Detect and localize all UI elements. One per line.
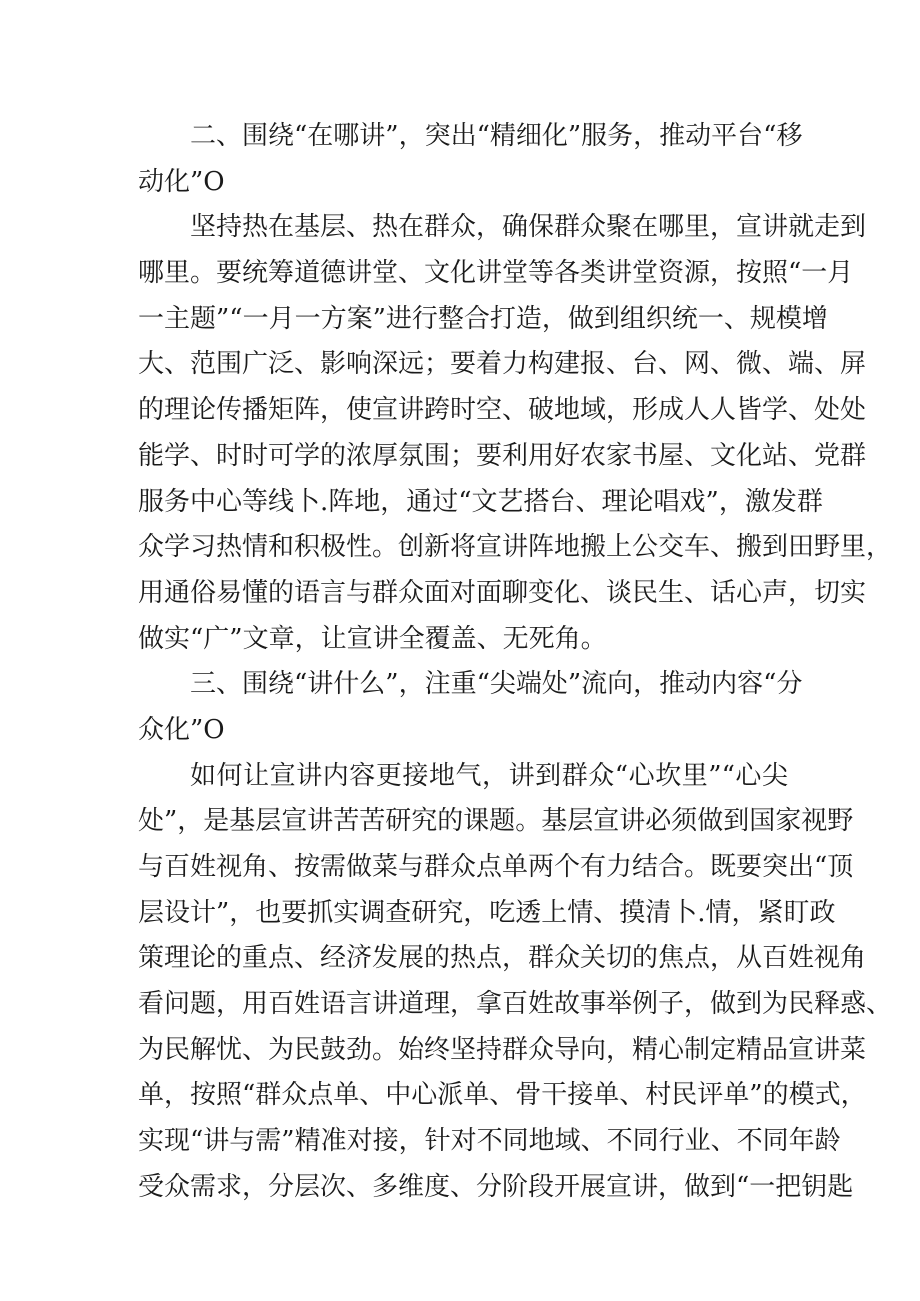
text-line: 服务中心等线卜.阵地，通过“文艺搭台、理论唱戏”，激发群: [138, 486, 823, 517]
text-line: 实现“讲与需”精准对接，针对不同地域、不同行业、不同年龄: [138, 1126, 841, 1157]
document-body: [138, 114, 893, 1211]
section-heading-3: [138, 662, 803, 753]
text-line: 与百姓视角、按需做菜与群众点单两个有力结合。既要突出“顶: [138, 852, 854, 882]
text-line: 处”，是基层宣讲苦苦研究的课题。基层宣讲必须做到国家视野: [138, 806, 854, 837]
text-line: 单，按照“群众点单、中心派单、骨干接单、村民评单”的模式，: [138, 1080, 867, 1111]
text-line: 受众需求，分层次、多维度、分阶段开展宣讲，做到“一把钥匙: [138, 1171, 854, 1202]
section-heading-2: [138, 114, 803, 205]
text-line: 哪里。要统筹道德讲堂、文化讲堂等各类讲堂资源，按照“一月: [138, 258, 854, 289]
text-line: 众化”O: [138, 714, 225, 745]
text-line: 用通俗易懂的语言与群众面对面聊变化、谈民生、话心声，切实: [138, 577, 867, 608]
text-line: 层设计”，也要抓实调查研究，吃透上情、摸清卜.情，紧盯政: [138, 897, 836, 928]
text-line: 众学习热情和积极性。创新将宣讲阵地搬上公交车、搬到田野里，: [138, 532, 893, 563]
paragraph-platform: [138, 205, 893, 662]
text-line: 大、范围广泛、影响深远；要着力构建报、台、网、微、端、屏: [138, 349, 867, 380]
paragraph-content: [138, 754, 893, 1211]
text-line: 一主题”“一月一方案”进行整合打造，做到组织统一、规模增: [138, 303, 828, 334]
text-line: 坚持热在基层、热在群众，确保群众聚在哪里，宣讲就走到: [190, 212, 867, 243]
text-line: 三、围绕“讲什么”，注重“尖端处”流向，推动内容“分: [190, 669, 803, 700]
text-line: 的理论传播矩阵，使宣讲跨时空、破地域，形成人人皆学、处处: [138, 395, 867, 426]
text-line: 策理论的重点、经济发展的热点，群众关切的焦点，从百姓视角: [138, 943, 867, 974]
text-line: 做实“广”文章，让宣讲全覆盖、无死角。: [138, 623, 607, 654]
text-line: 能学、时时可学的浓厚氛围；要利用好农家书屋、文化站、党群: [138, 440, 867, 471]
text-line: 动化”O: [138, 166, 225, 197]
text-line: 二、围绕“在哪讲”，突出“精细化”服务，推动平台“移: [190, 121, 803, 151]
text-line: 看问题，用百姓语言讲道理，拿百姓故事举例子，做到为民释惑、: [138, 989, 893, 1020]
text-line: 如何让宣讲内容更接地气，讲到群众“心坎里”“心尖: [190, 760, 788, 791]
text-line: 为民解忧、为民鼓劲。始终坚持群众导向，精心制定精品宣讲菜: [138, 1034, 867, 1065]
